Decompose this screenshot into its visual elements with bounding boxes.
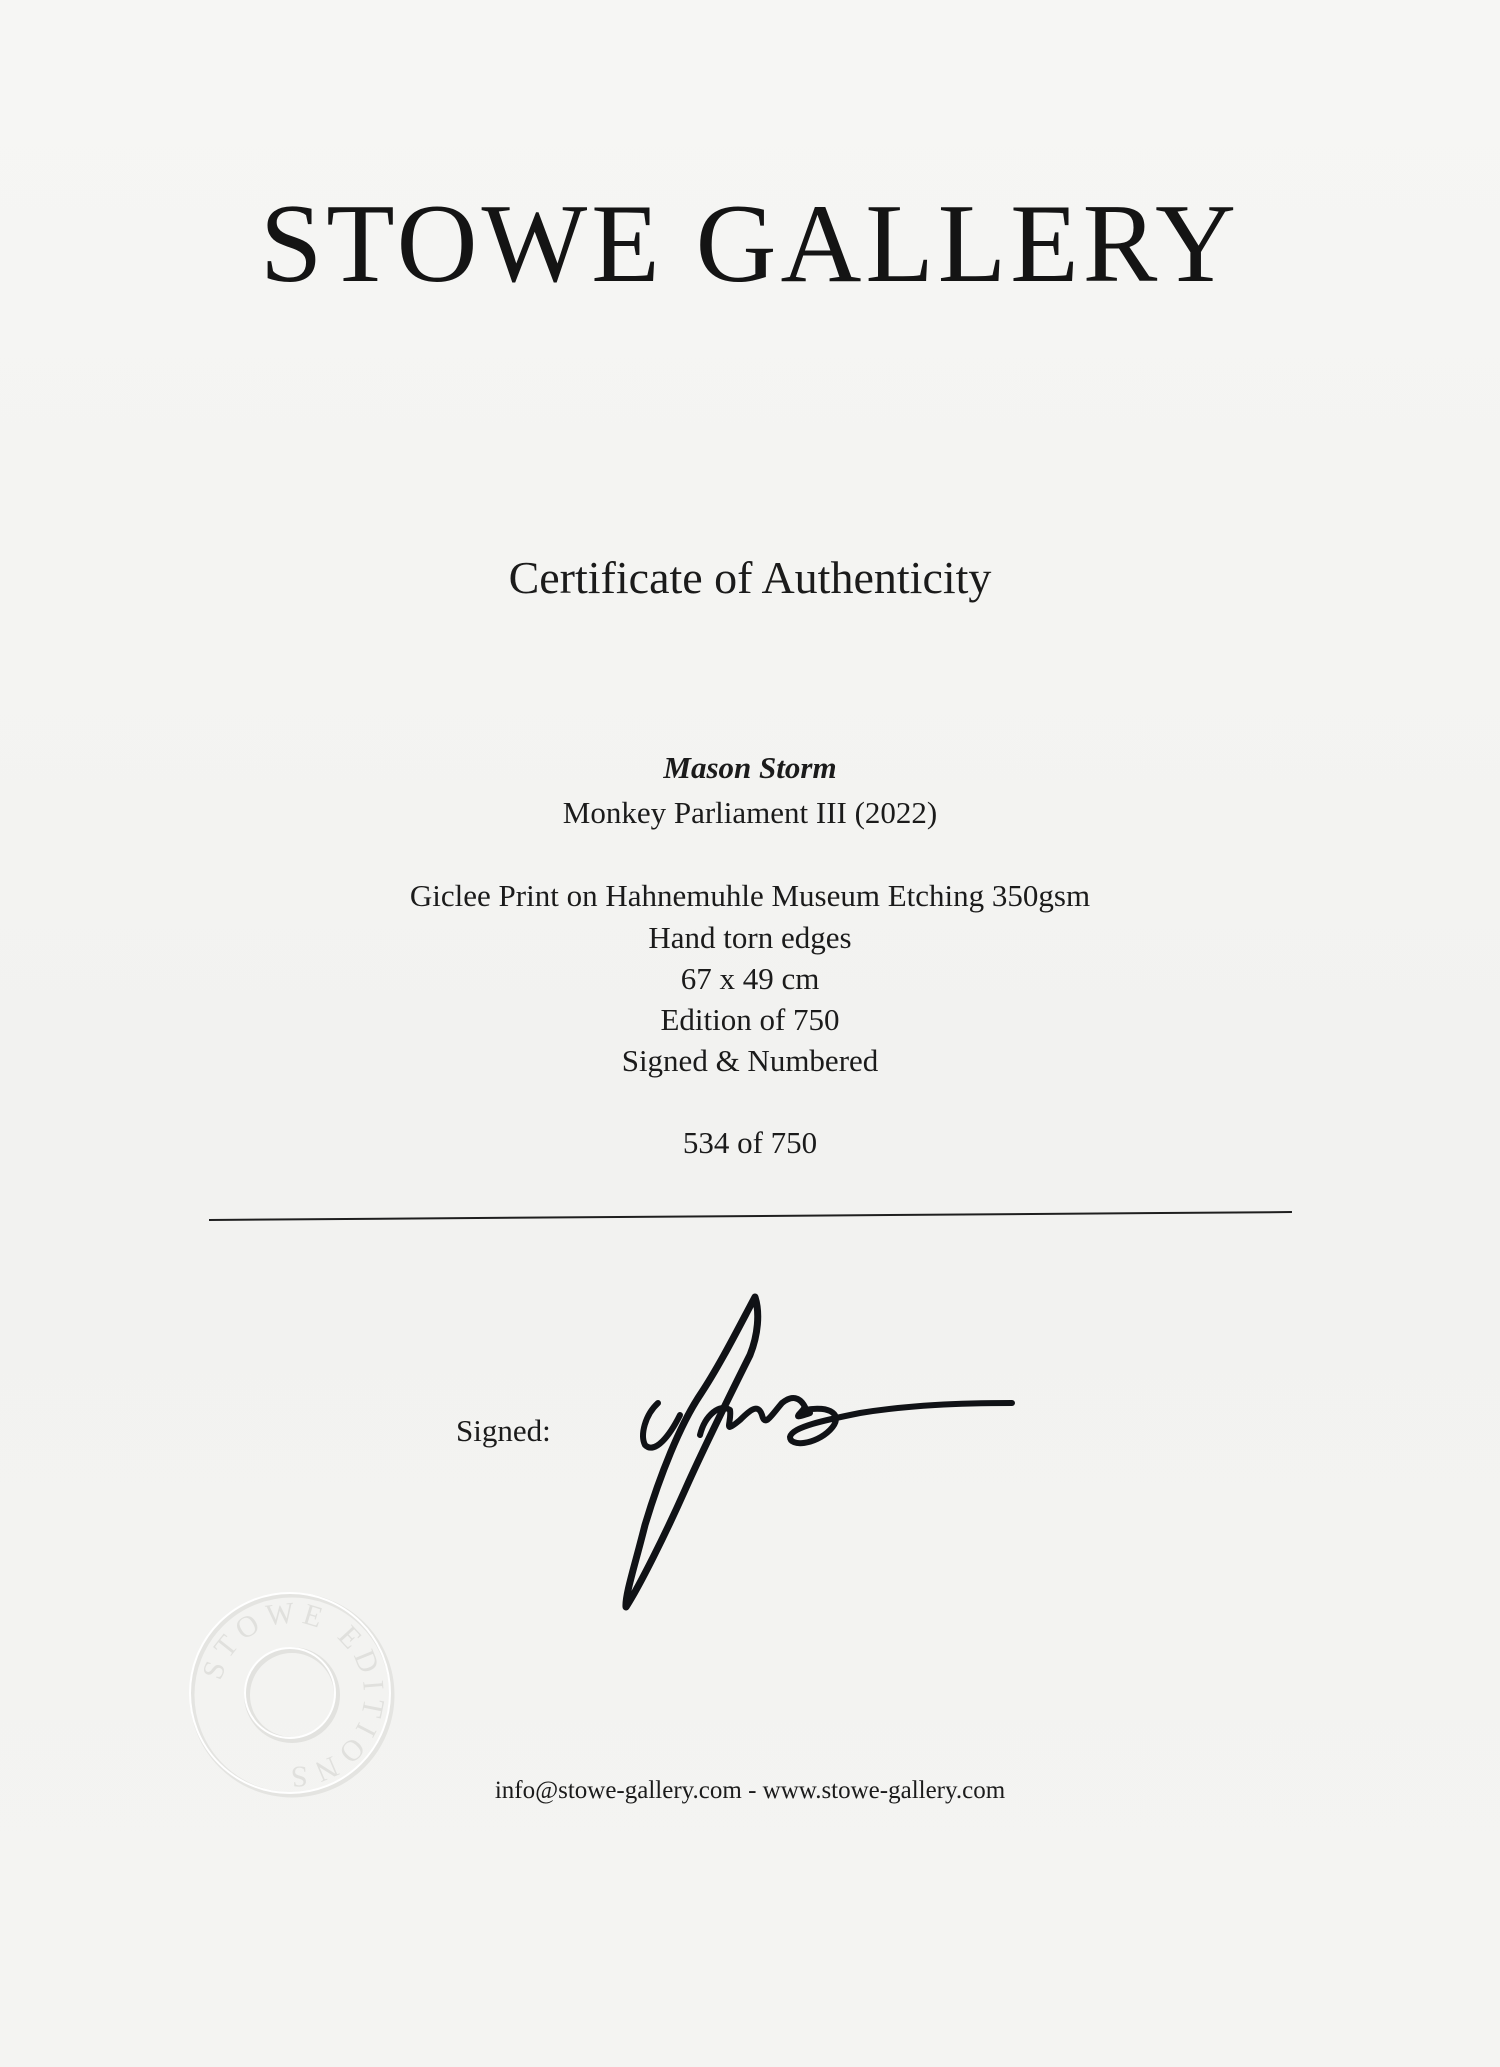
artwork-title: Monkey Parliament III (2022)	[562, 795, 938, 830]
edition-number: 534 of 750	[682, 1125, 818, 1160]
edges-line: Hand torn edges	[648, 920, 852, 955]
divider-line	[209, 1211, 1292, 1221]
medium-line: Giclee Print on Hahnemuhle Museum Etching 350gsm	[409, 878, 1091, 913]
artist-name: Mason Storm	[663, 750, 837, 785]
embossed-seal	[180, 1583, 405, 1808]
seal-text: STOWE EDITIONS	[195, 1595, 391, 1794]
signed-label: Signed:	[456, 1413, 551, 1448]
contact-line: info@stowe-gallery.com - www.stowe-gallery.com	[494, 1777, 1006, 1804]
certificate-title: Certificate of Authenticity	[508, 552, 992, 603]
handwritten-signature	[600, 1285, 1030, 1625]
dimensions-line: 67 x 49 cm	[680, 961, 820, 996]
edition-line: Edition of 750	[660, 1002, 840, 1037]
gallery-name: STOWE GALLERY	[259, 182, 1241, 306]
signing-line: Signed & Numbered	[621, 1043, 879, 1078]
